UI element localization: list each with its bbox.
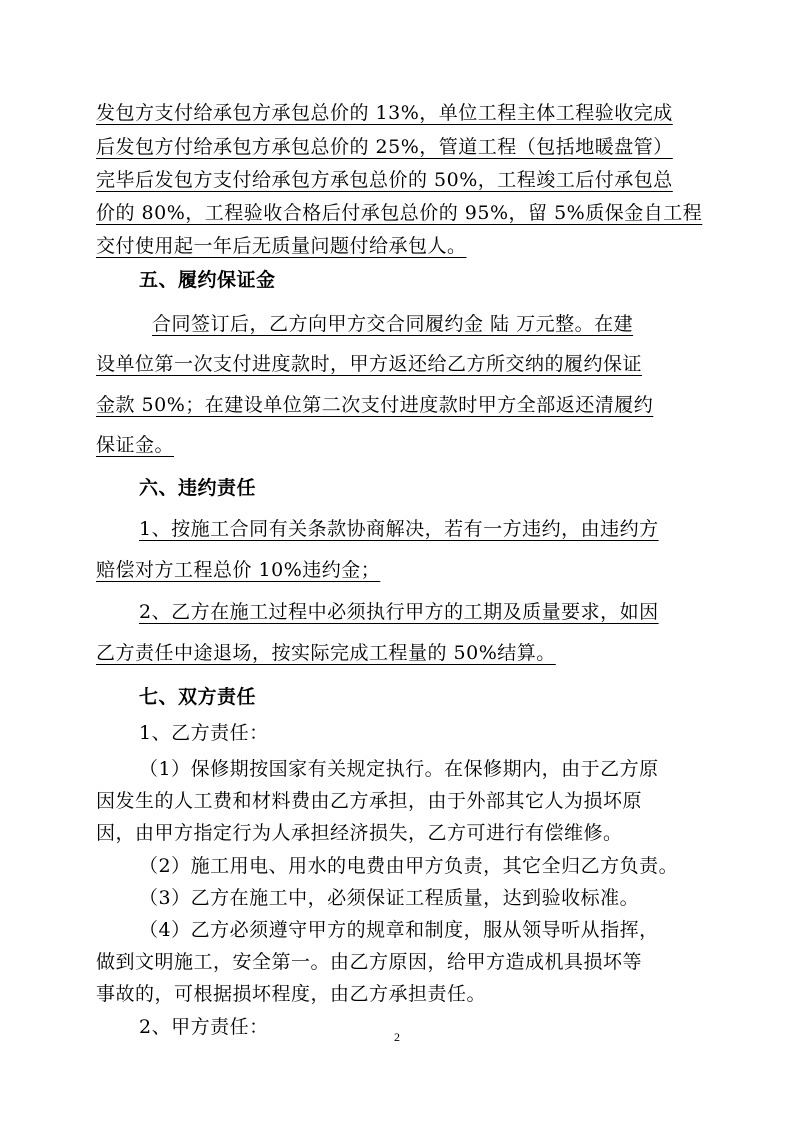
party-a-title: 2、甲方责任： [139, 1016, 269, 1038]
section7-line-6: （4）乙方必须遵守甲方的规章和制度，服从领导听从指挥， [139, 919, 659, 941]
section5-line-2: 设单位第一次支付进度款时，甲方返还给乙方所交纳的履约保证 [96, 353, 643, 375]
payment-line-4: 价的 80%，工程验收合格后付承包总价的 95%，留 5%质保金自工程 [96, 202, 703, 224]
party-b-title: 1、乙方责任： [139, 722, 269, 744]
section7-heading: 七、双方责任 [139, 686, 257, 708]
section7-line-8: 事故的，可根据损坏程度，由乙方承担责任。 [96, 983, 487, 1005]
section7-line-1: （1）保修期按国家有关规定执行。在保修期内，由于乙方原 [139, 758, 659, 780]
section6-line-1: 1、按施工合同有关条款协商解决，若有一方违约，由违约方 [139, 518, 659, 540]
section7-line-3: 因，由甲方指定行为人承担经济损失，乙方可进行有偿维修。 [96, 822, 623, 844]
section5-line-1: 合同签订后，乙方向甲方交合同履约金 陆 万元整。在建 [152, 313, 634, 335]
section7-line-7: 做到文明施工，安全第一。由乙方原因，给甲方造成机具损坏等 [96, 951, 643, 973]
section6-line-4: 乙方责任中途退场，按实际完成工程量的 50%结算。 [96, 642, 556, 664]
section5-line-4: 保证金。 [96, 434, 175, 456]
section6-line-3: 2、乙方在施工过程中必须执行甲方的工期及质量要求，如因 [139, 601, 659, 623]
section5-line-3: 金款 50%；在建设单位第二次支付进度款时甲方全部返还清履约 [96, 394, 654, 416]
payment-line-2: 后发包方付给承包方承包总价的 25%，管道工程（包括地暖盘管） [96, 136, 673, 158]
section7-line-2: 因发生的人工费和材料费由乙方承担，由于外部其它人为损坏原 [96, 790, 643, 812]
section5-heading: 五、履约保证金 [139, 269, 276, 291]
payment-line-3: 完毕后发包方支付给承包方承包总价的 50%，工程竣工后付承包总 [96, 169, 673, 191]
payment-line-1: 发包方支付给承包方承包总价的 13%，单位工程主体工程验收完成 [96, 102, 673, 124]
section7-line-4: （2）施工用电、用水的电费由甲方负责，其它全归乙方负责。 [139, 855, 679, 877]
section6-line-2: 赔偿对方工程总价 10%违约金； [96, 559, 381, 581]
section6-heading: 六、违约责任 [139, 477, 257, 499]
section7-line-5: （3）乙方在施工中，必须保证工程质量，达到验收标准。 [139, 887, 640, 909]
payment-line-5: 交付使用起一年后无质量问题付给承包人。 [96, 235, 467, 257]
page-number: 2 [394, 1030, 400, 1044]
